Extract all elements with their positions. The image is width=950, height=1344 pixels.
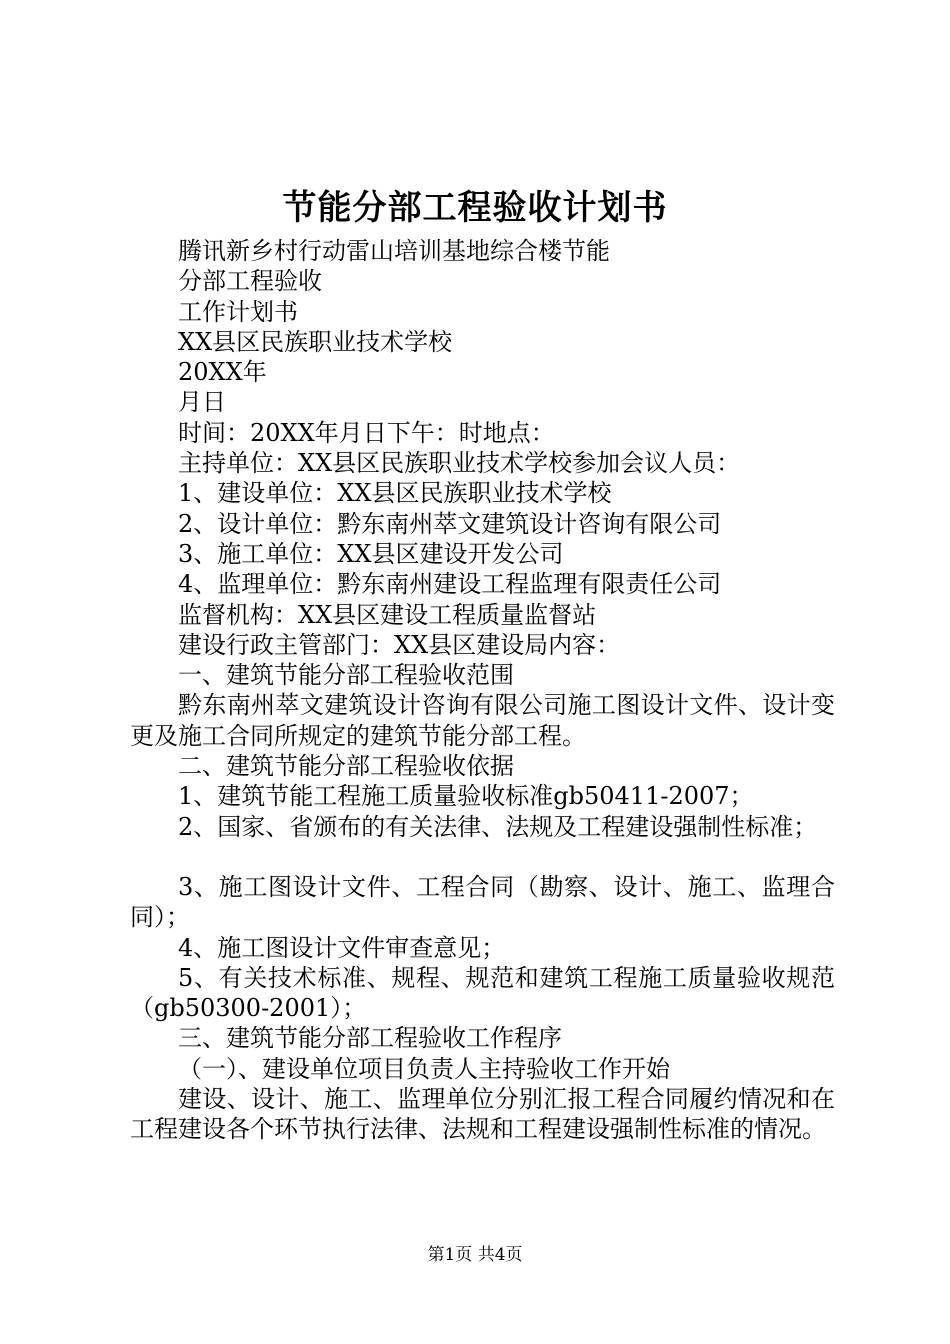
document-body [130,236,835,1145]
text-line: 20XX年 [178,358,267,387]
text-line: 4、监理单位：黔东南州建设工程监理有限责任公司 [178,570,722,599]
list-item: 5、有关技术标准、规程、规范和建筑工程施工质量验收规范（gb50300-2001）； [130,963,835,1023]
list-item: 2、国家、省颁布的有关法律、法规及工程建设强制性标准； [178,812,818,841]
text-line: XX县区民族职业技术学校 [178,327,453,356]
paragraph-report: 建设、设计、施工、监理单位分别汇报工程合同履约情况和在工程建设各个环节执行法律、法规和工程建设强制性标准的情况。 [130,1085,835,1144]
section-heading: 三、建筑节能分部工程验收工作程序 [178,1024,562,1053]
section-heading: 一、建筑节能分部工程验收范围 [178,661,514,690]
list-item: 4、施工图设计文件审查意见； [178,933,506,962]
text-line: 1、建设单位：XX县区民族职业技术学校 [178,479,612,508]
paragraph-scope: 黔东南州萃文建筑设计咨询有限公司施工图设计文件、设计变更及施工合同所规定的建筑节能分部工程。 [130,691,835,750]
text-line: 2、设计单位：黔东南州萃文建筑设计咨询有限公司 [178,509,722,538]
text-line: 分部工程验收 [178,267,322,296]
text-line: 月日 [178,388,226,417]
text-line: 3、施工单位：XX县区建设开发公司 [178,539,564,568]
document-title: 节能分部工程验收计划书 [282,188,668,228]
list-item: 1、建筑节能工程施工质量验收标准gb50411-2007； [178,782,754,811]
text-line: 主持单位：XX县区民族职业技术学校参加会议人员： [178,449,741,478]
text-line: 建设行政主管部门：XX县区建设局内容： [178,630,621,659]
section-heading: 二、建筑节能分部工程验收依据 [178,752,514,781]
text-line: 腾讯新乡村行动雷山培训基地综合楼节能 [178,237,610,265]
text-line: 工作计划书 [178,297,298,326]
text-line: 监督机构：XX县区建设工程质量监督站 [178,600,597,629]
text-line: 时间：20XX年月日下午：时地点： [178,418,555,447]
list-item: （一）、建设单位项目负责人主持验收工作开始 [178,1054,670,1083]
list-item: 3、施工图设计文件、工程合同（勘察、设计、施工、监理合同）； [130,872,835,932]
page-footer: 第1页 共4页 [427,1245,523,1265]
blank-line [130,842,835,872]
